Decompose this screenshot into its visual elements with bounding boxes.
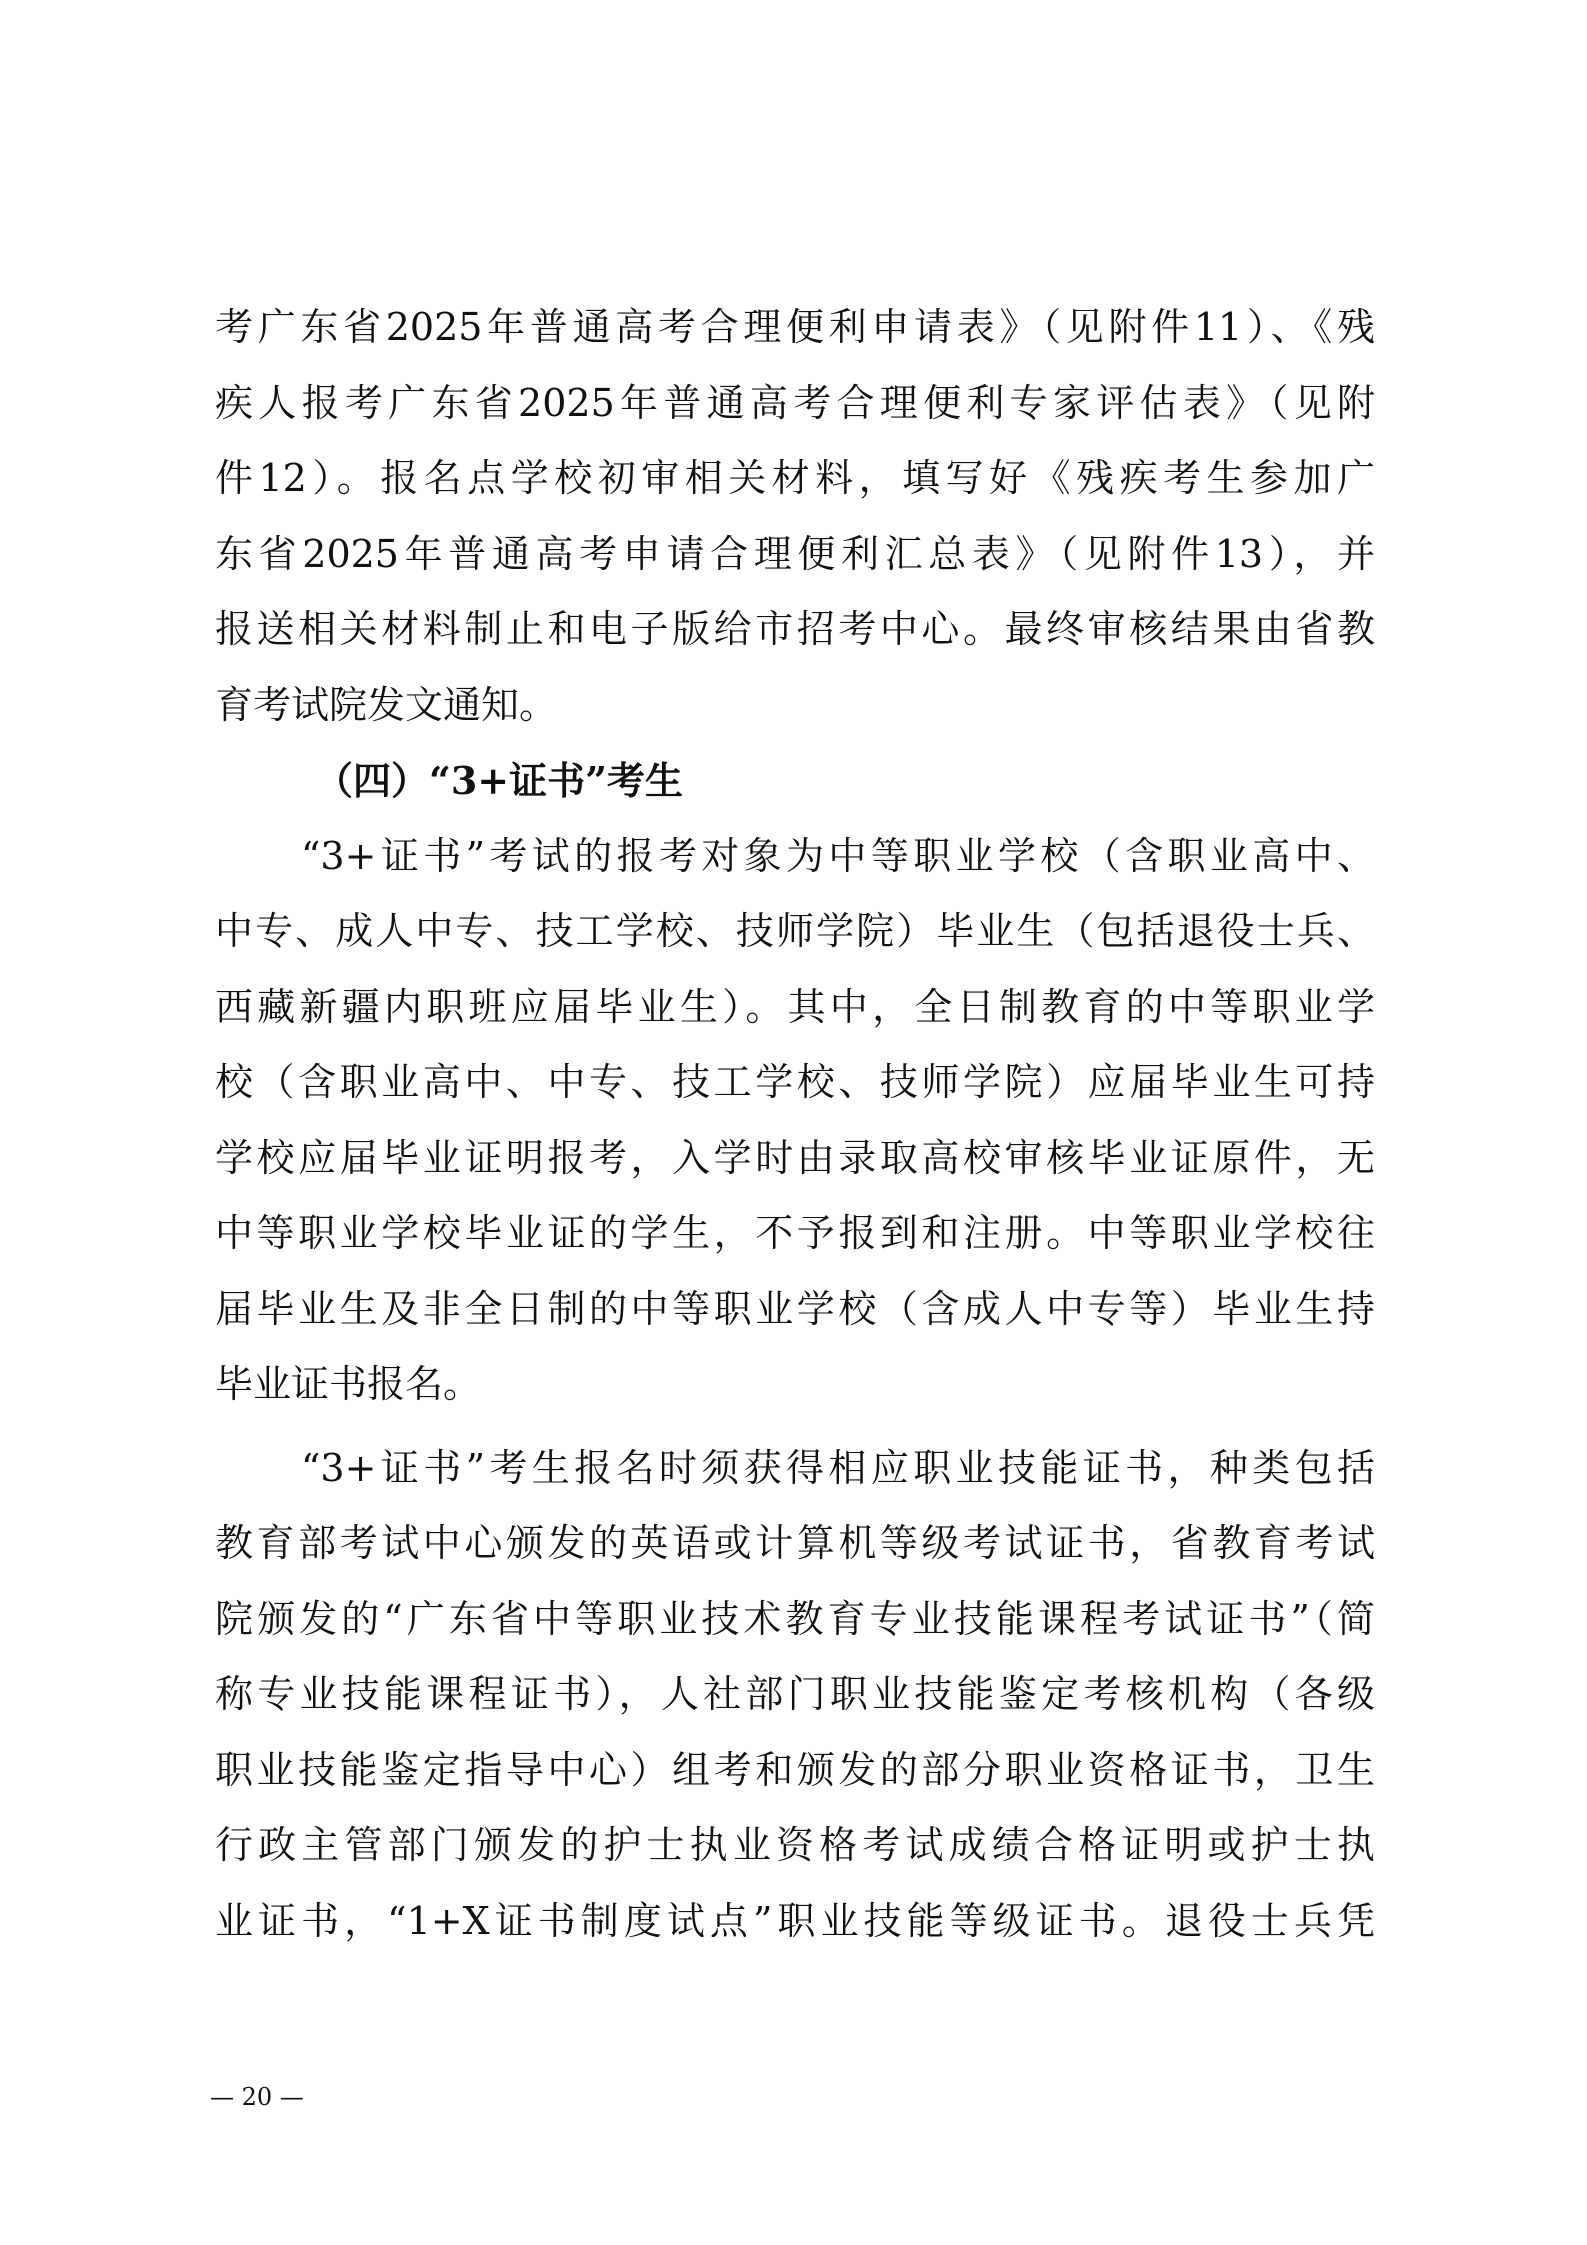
text-line: 毕业证书报名。 [215,1362,482,1406]
text-line: 校（含职业高中、中专、技工学校、技师学院）应届毕业生可持 [215,1060,1375,1104]
text-line: 件12）。报名点学校初审相关材料，填写好《残疾考生参加广 [215,456,1375,500]
text-line: 届毕业生及非全日制的中等职业学校（含成人中专等）毕业生持 [215,1286,1375,1331]
text-line: 学校应届毕业证明报考，入学时由录取高校审核毕业证原件，无 [215,1135,1375,1180]
text-line: 考广东省2025年普通高考合理便利申请表》（见附件11）、《残 [215,305,1375,349]
page-number: — 20 — [210,2083,304,2111]
text-line: 称专业技能课程证书），人社部门职业技能鉴定考核机构（各级 [215,1672,1375,1716]
text-line: 中专、成人中专、技工学校、技师学院）毕业生（包括退役士兵、 [215,909,1375,953]
text-line: 东省2025年普通高考申请合理便利汇总表》（见附件13），并 [215,531,1375,576]
section-heading: （四）“3+证书”考生 [315,758,683,803]
text-line: 中等职业学校毕业证的学生，不予报到和注册。中等职业学校往 [215,1211,1375,1255]
text-line: 教育部考试中心颁发的英语或计算机等级考试证书，省教育考试 [215,1521,1375,1565]
text-line: 职业技能鉴定指导中心）组考和颁发的部分职业资格证书，卫生 [215,1747,1375,1792]
text-line: 疾人报考广东省2025年普通高考合理便利专家评估表》（见附 [215,380,1375,425]
text-line: 西藏新疆内职班应届毕业生）。其中，全日制教育的中等职业学 [215,984,1375,1029]
text-line: 院颁发的“广东省中等职业技术教育专业技能课程考试证书”（简 [215,1596,1375,1641]
text-line: 行政主管部门颁发的护士执业资格考试成绩合格证明或护士执 [215,1823,1375,1867]
text-line: 报送相关材料制止和电子版给市招考中心。最终审核结果由省教 [215,607,1375,651]
paragraph-spacer [215,1423,1375,1431]
text-line: “3+证书”考生报名时须获得相应职业技能证书，种类包括 [301,1445,1375,1490]
text-line: 业证书，“1+X证书制度试点”职业技能等级证书。退役士兵凭 [215,1898,1375,1943]
text-line: “3+证书”考试的报考对象为中等职业学校（含职业高中、 [301,833,1375,878]
document-body [215,290,1375,1959]
text-line: 育考试院发文通知。 [215,682,558,727]
